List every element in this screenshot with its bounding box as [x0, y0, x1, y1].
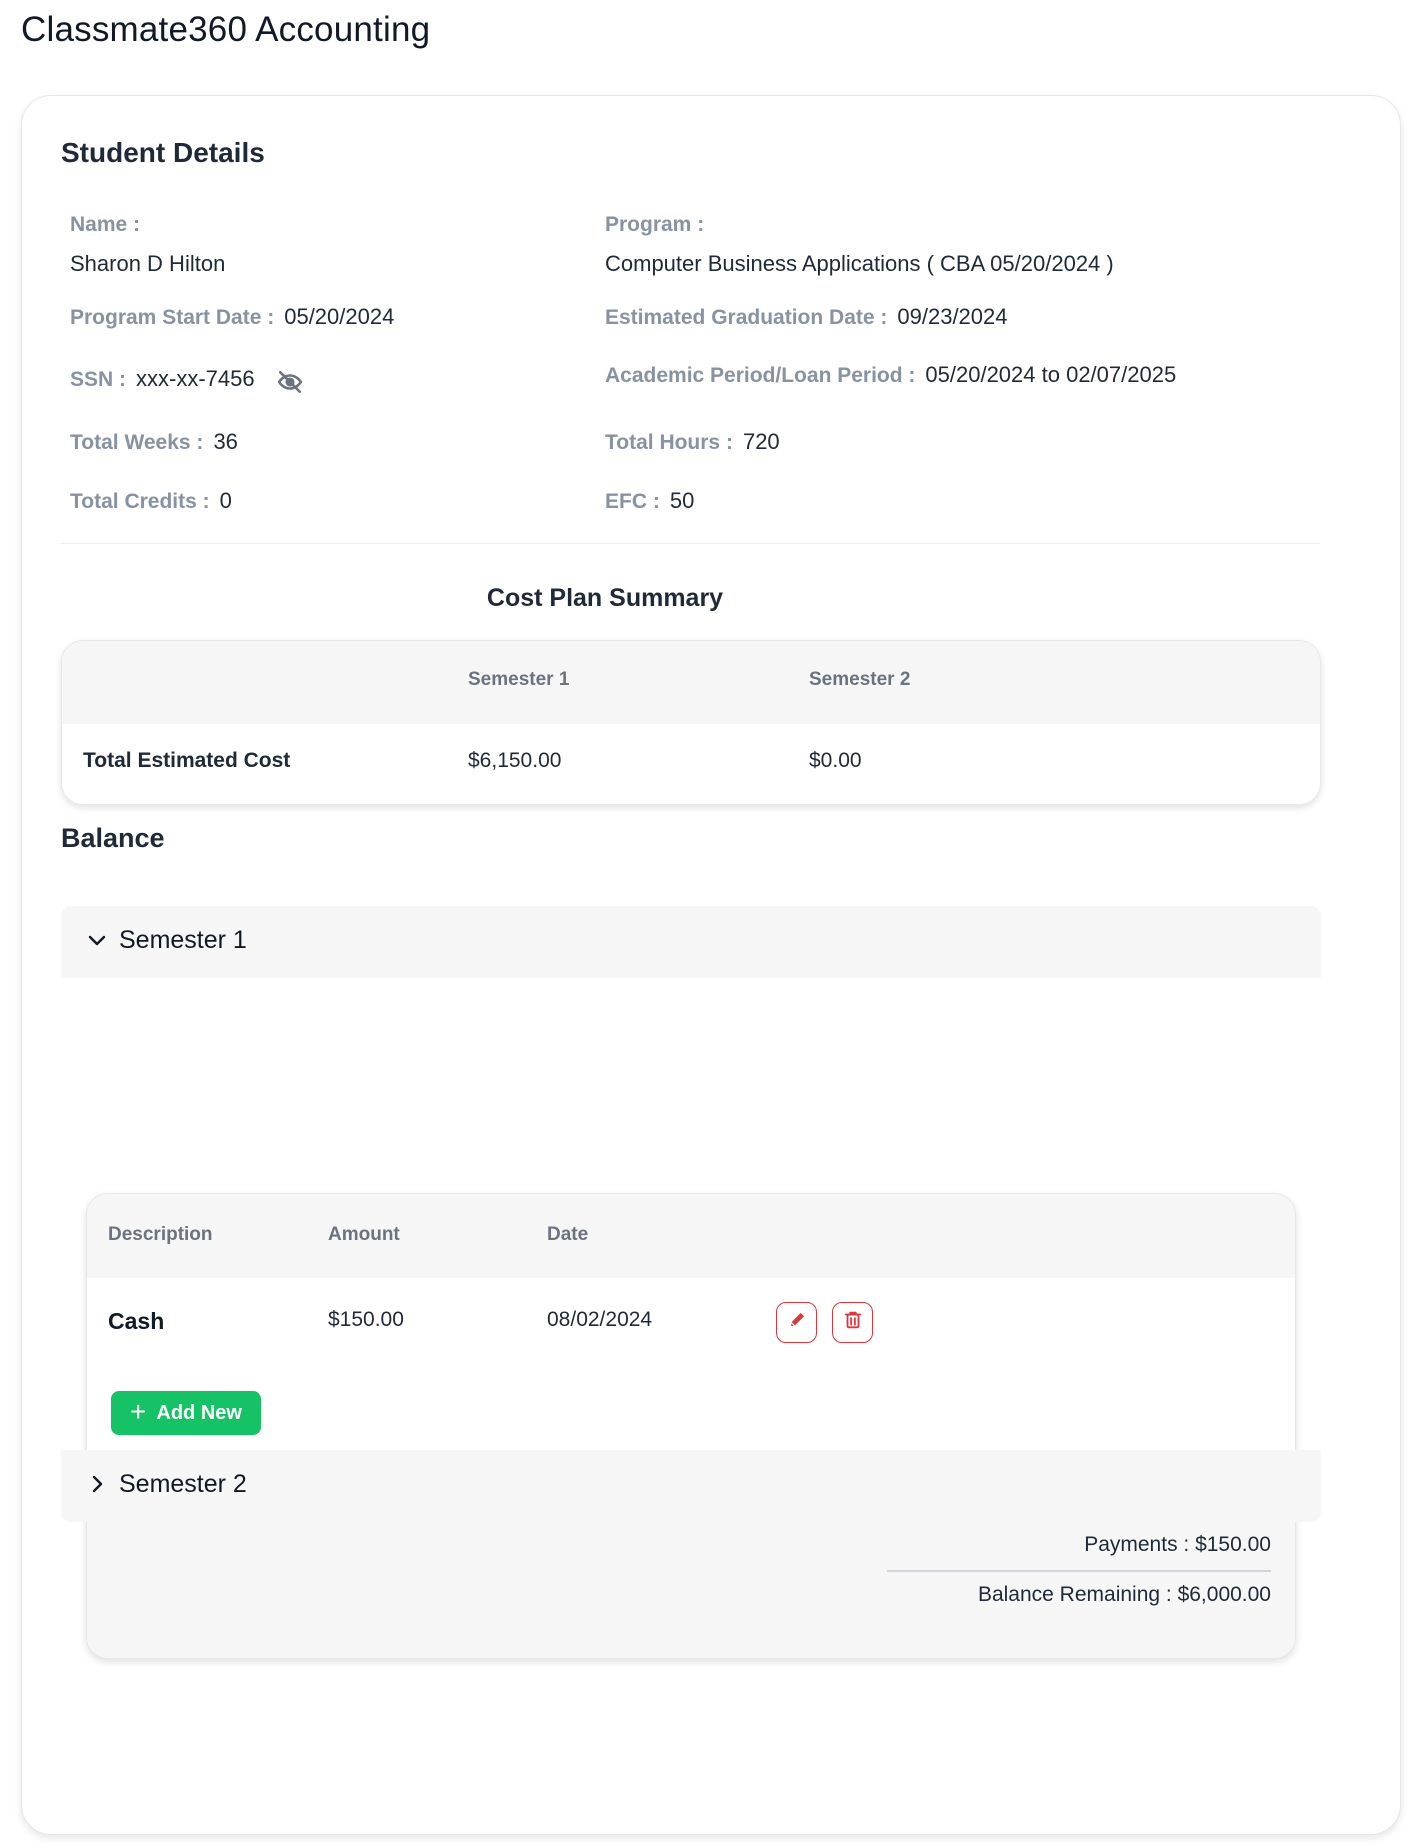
cost-plan-table: [61, 640, 1321, 805]
balance-remaining-summary: Balance Remaining : $6,000.00: [977, 1583, 1271, 1606]
total-weeks-label: Total Weeks :: [70, 431, 204, 454]
add-new-button[interactable]: [111, 1391, 261, 1435]
total-weeks-value: 36: [213, 429, 238, 454]
program-field: [605, 213, 1114, 277]
program-label: Program :: [605, 213, 705, 236]
ssn-field: [70, 366, 303, 395]
program-value: Computer Business Applications ( CBA 05/20/2024 ): [605, 251, 1114, 276]
semester-2-cost: $0.00: [809, 749, 862, 772]
efc-label: EFC :: [605, 490, 660, 513]
total-weeks-field: [70, 429, 238, 455]
plus-icon: +: [130, 1395, 147, 1427]
ssn-label: SSN :: [70, 368, 127, 391]
name-label: Name :: [70, 213, 141, 236]
semester-1-cost: $6,150.00: [468, 749, 562, 772]
column-header-amount: Amount: [328, 1224, 400, 1245]
graduation-date-label: Estimated Graduation Date :: [605, 306, 888, 329]
row-label: Total Estimated Cost: [83, 749, 291, 772]
add-new-label: Add New: [156, 1401, 242, 1424]
accordion-semester-1[interactable]: [61, 906, 1321, 978]
cost-plan-title: Cost Plan Summary: [486, 584, 724, 612]
table-row: [62, 724, 1320, 805]
balance-title: Balance: [61, 823, 165, 853]
name-value: Sharon D Hilton: [70, 251, 226, 276]
eye-off-icon[interactable]: [277, 369, 303, 395]
academic-period-value: 05/20/2024 to 02/07/2025: [925, 362, 1177, 387]
total-credits-value: 0: [219, 488, 232, 513]
total-credits-field: [70, 488, 232, 514]
chevron-right-icon: [85, 1472, 109, 1496]
app-title: Classmate360 Accounting: [21, 10, 431, 49]
efc-value: 50: [669, 488, 695, 513]
chevron-down-icon: [85, 928, 109, 952]
column-header-semester-2: Semester 2: [809, 669, 911, 690]
delete-button[interactable]: [832, 1302, 873, 1343]
total-credits-label: Total Credits :: [70, 490, 210, 513]
section-divider: [61, 543, 1320, 544]
name-field: [70, 213, 225, 277]
payments-summary: Payments : $150.00: [1084, 1533, 1271, 1556]
academic-period-label: Academic Period/Loan Period :: [605, 364, 916, 387]
program-start-field: [70, 304, 394, 330]
student-details-title: Student Details: [61, 137, 265, 168]
total-hours-field: [605, 429, 780, 455]
payment-date: 08/02/2024: [547, 1308, 653, 1331]
column-header-date: Date: [547, 1224, 589, 1245]
efc-field: [605, 488, 694, 514]
accordion-label: Semester 1: [119, 926, 247, 954]
ssn-value: xxx-xx-7456: [136, 366, 255, 391]
table-header-row: [87, 1194, 1295, 1278]
program-start-value: 05/20/2024: [284, 304, 395, 329]
total-hours-value: 720: [742, 429, 780, 454]
table-header-row: [62, 641, 1320, 724]
column-header-description: Description: [108, 1224, 213, 1245]
column-header-semester-1: Semester 1: [468, 669, 570, 690]
summary-divider: [887, 1570, 1271, 1572]
program-start-label: Program Start Date :: [70, 306, 275, 329]
graduation-date-field: [605, 304, 1008, 330]
academic-period-field: [605, 362, 1176, 388]
accordion-label: Semester 2: [119, 1470, 247, 1498]
payment-amount: $150.00: [328, 1308, 404, 1331]
accordion-semester-2[interactable]: [61, 1450, 1321, 1522]
total-hours-label: Total Hours :: [605, 431, 733, 454]
payment-description: Cash: [108, 1308, 165, 1334]
edit-button[interactable]: [776, 1302, 817, 1343]
trash-icon: [842, 1309, 864, 1336]
graduation-date-value: 09/23/2024: [897, 304, 1008, 329]
payments-table: [86, 1193, 1296, 1659]
edit-icon: [787, 1310, 807, 1335]
